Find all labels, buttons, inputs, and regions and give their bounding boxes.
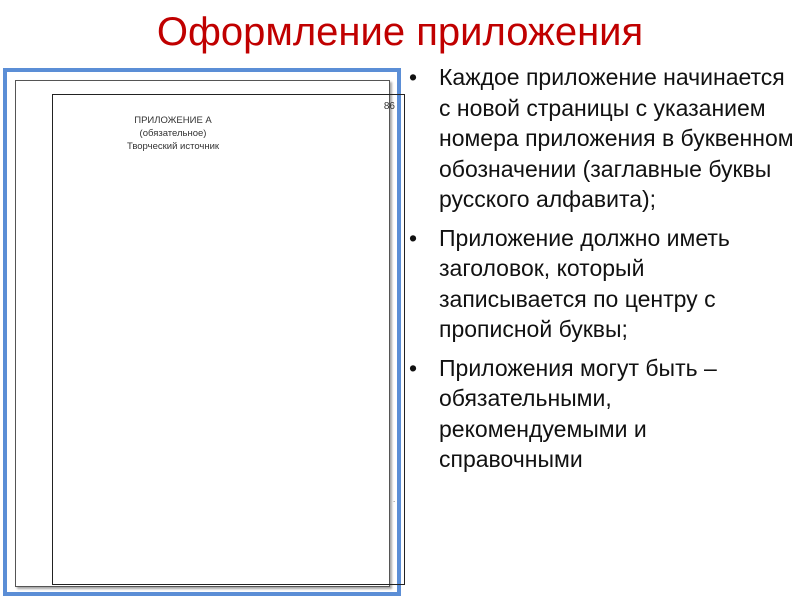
appendix-title: ПРИЛОЖЕНИЕ А <box>134 115 212 126</box>
appendix-subtitle: Творческий источник <box>126 141 220 152</box>
bullet-item <box>409 223 795 345</box>
stray-mark: . <box>393 495 396 504</box>
appendix-status: (обязательное) <box>139 128 207 139</box>
document-preview-frame <box>3 68 401 596</box>
appendix-heading <box>53 114 293 153</box>
bullet-dot-icon: • <box>409 64 418 90</box>
bullet-list <box>409 62 795 483</box>
bullet-text: Каждое приложение начинается с новой страницы с указанием номера приложения в буквенном обозначении (заглавные буквы русского алфавита); <box>439 64 794 212</box>
bullet-item <box>409 353 795 475</box>
page-number: 86 <box>383 101 395 112</box>
bullet-text: Приложения могут быть – обязательными, рекомендуемыми и справочными <box>439 354 717 472</box>
bullet-dot-icon: • <box>409 354 418 381</box>
bullet-text: Приложение должно иметь заголовок, который записывается по центру с прописной буквы; <box>439 224 730 342</box>
document-page <box>15 80 396 587</box>
slide-title: Оформление приложения <box>156 10 644 54</box>
bullet-dot-icon: • <box>409 224 418 251</box>
bullet-item <box>409 62 795 215</box>
page-border-frame <box>52 94 405 585</box>
